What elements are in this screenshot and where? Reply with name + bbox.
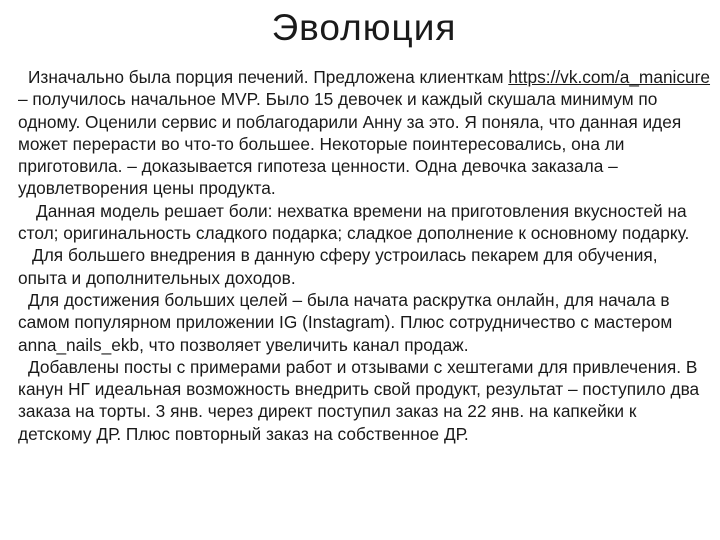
paragraph-origin-text-end: – получилось начальное MVP. Было 15 девочек и каждый скушала минимум по одному. Оценили сервис и поблагодарили Анну за это. Я поняла, что данная идея может перерасти во что-то большее. Некоторые поинтересовались, она ли приготовила. – доказывается гипотеза ценности. Одна девочка заказала – удовлетворения цены продукта. [18,89,682,199]
paragraph-pains: Данная модель решает боли: нехватка времени на приготовления вкусностей на стол; оригинальность сладкого подарка; сладкое дополнение к основному подарку. [18,200,690,244]
paragraph-online: Для достижения больших целей – была начата раскрутка онлайн, для начала в самом популярном приложении IG (Instagram). Плюс сотрудничество с мастером anna_nails_ekb, что позволяет увеличить канал продаж. [18,289,673,355]
paragraph-origin [18,66,710,200]
vk-link[interactable]: https://vk.com/a_manicure [508,67,711,87]
slide-body [18,66,710,445]
slide-title: Эволюция [271,7,457,48]
paragraph-posts: Добавлены посты с примерами работ и отзывами с хештегами для привлечения. В канун НГ идеальная возможность внедрить свой продукт, результат – поступило два заказа на торты. 3 янв. через директ поступил заказ на 22 янв. на капкейки к детскому ДР. Плюс повторный заказ на собственное ДР. [18,356,700,444]
paragraph-origin-text-start: Изначально была порция печений. Предложена клиенткам [28,67,509,87]
paragraph-baker: Для большего внедрения в данную сферу устроилась пекарем для обучения, опыта и дополнительных доходов. [18,245,658,288]
